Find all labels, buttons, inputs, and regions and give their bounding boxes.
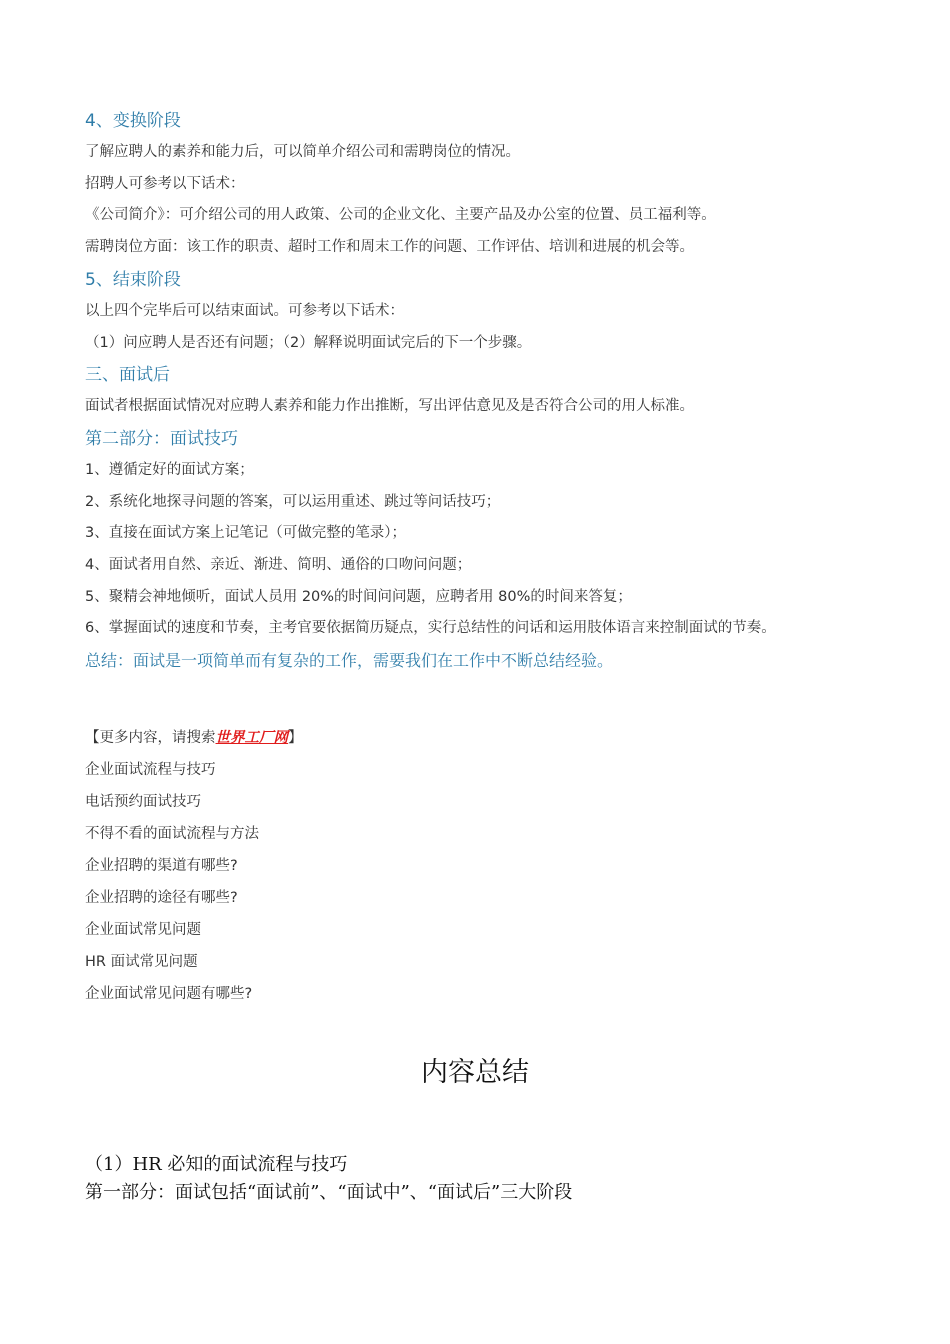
summary-line-2: 第一部分：面试包括“面试前”、“面试中”、“面试后”三大阶段 [85,1182,573,1203]
related-link[interactable]: 企业面试常见问题 [85,922,201,939]
list-item: 4、面试者用自然、亲近、渐进、简明、通俗的口吻问问题； [85,557,472,574]
list-item: 6、掌握面试的速度和节奏，主考官要依据简历疑点，实行总结性的问话和运用肢体语言来控制面试的节奏。 [85,620,776,637]
document-body [85,105,885,1010]
list-item: 1、遵循定好的面试方案； [85,461,254,478]
related-link[interactable]: 电话预约面试技巧 [85,794,201,811]
more-content-line [85,722,885,754]
summary-text: 总结：面试是一项简单而有复杂的工作，需要我们在工作中不断总结经验。 [85,651,614,671]
heading-part-2: 第二部分：面试技巧 [85,428,238,449]
related-link[interactable]: 企业招聘的途径有哪些? [85,890,238,907]
heading-stage-5: 5、结束阶段 [85,269,181,290]
more-prefix: 【更多内容，请搜索 [85,730,216,747]
summary-line-1: （1）HR 必知的面试流程与技巧 [85,1154,348,1175]
spacer [85,677,885,722]
more-suffix: 】 [288,730,303,747]
paragraph: （1）问应聘人是否还有问题；（2）解释说明面试完后的下一个步骤。 [85,334,532,351]
related-link[interactable]: 企业面试常见问题有哪些? [85,986,253,1003]
paragraph: 以上四个完毕后可以结束面试。可参考以下话术： [85,302,404,319]
paragraph: 需聘岗位方面：该工作的职责、超时工作和周末工作的问题、工作评估、培训和进展的机会等。 [85,239,694,256]
site-link[interactable]: 世界工厂网 [215,730,288,747]
paragraph: 了解应聘人的素养和能力后，可以简单介绍公司和需聘岗位的情况。 [85,144,520,160]
list-item: 5、聚精会神地倾听，面试人员用 20%的时间问问题，应聘者用 80%的时间来答复； [85,588,632,605]
related-link[interactable]: 不得不看的面试流程与方法 [85,826,259,843]
related-link[interactable]: 企业面试流程与技巧 [85,762,216,779]
list-item: 3、直接在面试方案上记笔记（可做完整的笔录）； [85,525,406,542]
content-summary-title: 内容总结 [421,1057,529,1088]
paragraph: 面试者根据面试情况对应聘人素养和能力作出推断，写出评估意见及是否符合公司的用人标准。 [85,398,694,415]
heading-after-interview: 三、面试后 [85,365,170,386]
heading-stage-4: 4、变换阶段 [85,111,181,131]
list-item: 2、系统化地探寻问题的答案，可以运用重述、跳过等问话技巧； [85,493,501,510]
related-link[interactable]: 企业招聘的渠道有哪些? [85,858,238,875]
paragraph: 招聘人可参考以下话术： [85,175,245,192]
paragraph: 《公司简介》：可介绍公司的用人政策、公司的企业文化、主要产品及办公室的位置、员工福利等。 [85,207,716,224]
related-link[interactable]: HR 面试常见问题 [85,954,198,971]
